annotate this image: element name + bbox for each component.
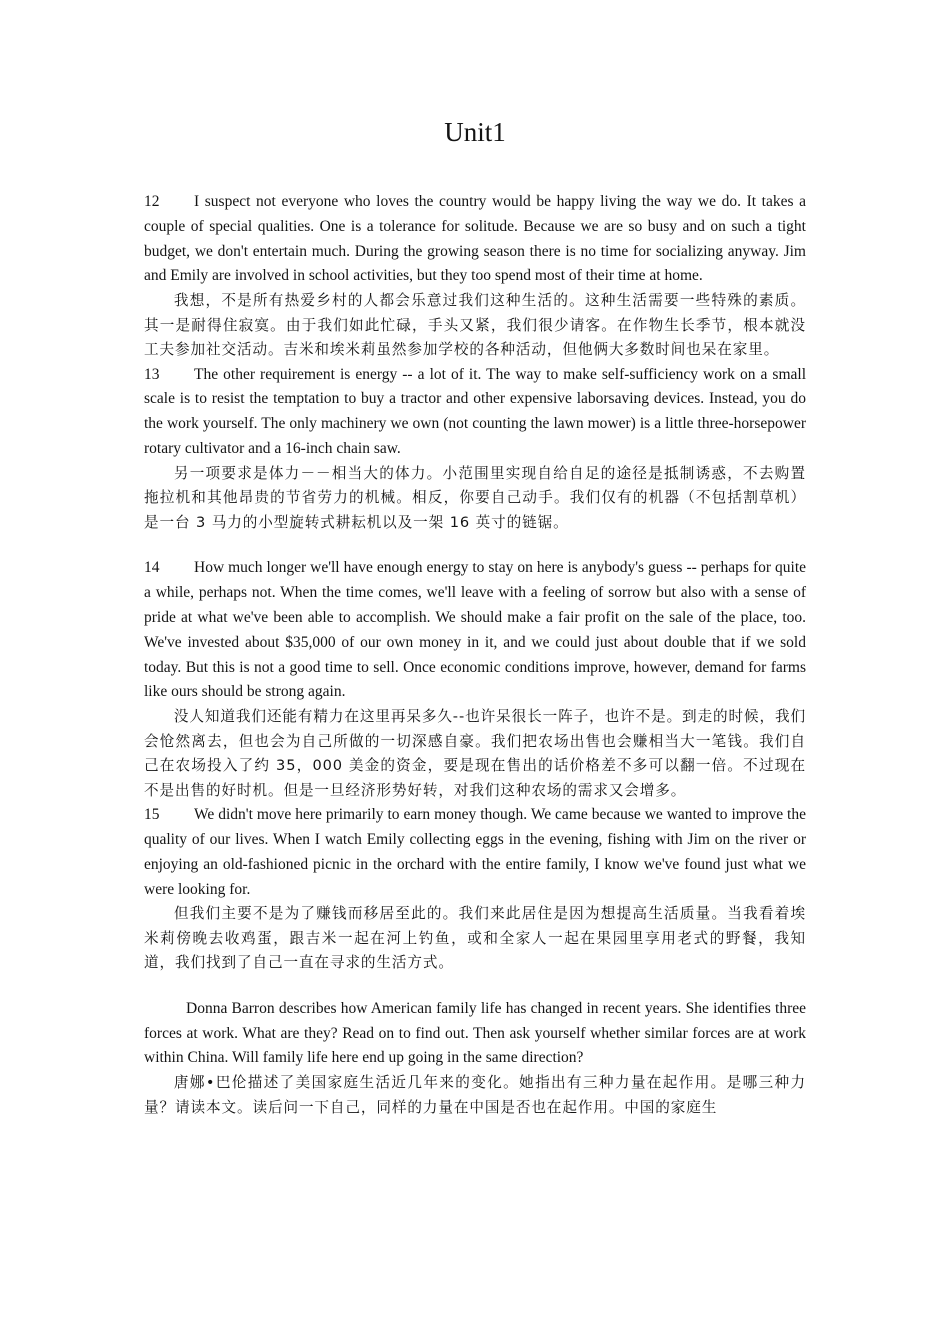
paragraph-12-english — [144, 190, 806, 289]
paragraph-number: 12 — [144, 193, 160, 210]
document-body — [144, 190, 806, 1120]
paragraph-text: The other requirement is energy -- a lot of it. The way to make self-sufficiency work on a small scale is to resist the temptation to buy a tractor and other expensive laborsaving devices. Instead, you do the work yourself. The only machinery we own (not counting the lawn mower) is a little three-horsepower rotary cultivator and a 16-inch chain saw. — [144, 365, 806, 458]
paragraph-13-chinese: 另一项要求是体力－－相当大的体力。小范围里实现自给自足的途径是抵制诱惑，不去购置拖拉机和其他昂贵的节省劳力的机械。相反，你要自己动手。我们仅有的机器（不包括割草机）是一台 3 马力的小型旋转式耕耘机以及一架 16 英寸的链锯。 — [144, 464, 806, 531]
blank-line — [144, 976, 806, 997]
paragraph-number: 15 — [144, 806, 160, 824]
paragraph-13-english — [144, 363, 806, 462]
paragraph-14-english — [144, 556, 806, 705]
paragraph-text: How much longer we'll have enough energy to stay on here is anybody's guess -- perhaps for quite a while, perhaps not. When the time comes, we'll leave with a feeling of sorrow but also with a sense of pride at what we've been able to accomplish. We should make a fair profit on the sale of the place, too. We've invested about $35,000 of our own money in it, and we could just about double that if we sold today. But this is not a good time to sell. Once economic conditions improve, however, demand for farms like ours should be strong again. — [144, 559, 806, 701]
paragraph-number: 14 — [144, 559, 160, 577]
paragraph-15-chinese: 但我们主要不是为了赚钱而移居至此的。我们来此居住是因为想提高生活质量。当我看着埃米莉傍晚去收鸡蛋，跟吉米一起在河上钓鱼，或和全家人一起在果园里享用老式的野餐，我知道，我们找到了自己一直在寻求的生活方式。 — [144, 905, 806, 972]
paragraph-number: 13 — [144, 365, 160, 383]
paragraph-text: We didn't move here primarily to earn money though. We came because we wanted to improve the quality of our lives. When I watch Emily collecting eggs in the evening, fishing with Jim on the river or enjoying an old-fashioned picnic in the orchard with the entire family, I know we've found just what we were looking for. — [144, 806, 806, 898]
paragraph-text: I suspect not everyone who loves the country would be happy living the way we do. It takes a couple of special qualities. One is a tolerance for solitude. Because we are so busy and on such a tight budget, we don't entertain much. During the growing season there is no time for socializing anyway. Jim and Emily are involved in school activities, but they too spend most of their time at home. — [144, 193, 806, 285]
intro-chinese: 唐娜•巴伦描述了美国家庭生活近几年来的变化。她指出有三种力量在起作用。是哪三种力量？请读本文。读后问一下自己，同样的力量在中国是否也在起作用。中国的家庭生 — [144, 1074, 806, 1116]
page-title: Unit1 — [444, 117, 506, 147]
intro-english: Donna Barron describes how American family life has changed in recent years. She identifies three forces at work. What are they? Read on to find out. Then ask yourself whether similar forces are at work within China. Will family life here end up going in the same direction? — [144, 999, 806, 1067]
paragraph-14-chinese: 没人知道我们还能有精力在这里再呆多久--也许呆很长一阵子，也许不是。到走的时候，我们会怆然离去，但也会为自己所做的一切深感自豪。我们把农场出售也会赚相当大一笔钱。我们自己在农场投入了约 35，000 美金的资金，要是现在售出的话价格差不多可以翻一倍。不过现在不是出售的好时机。但是一旦经济形势好转，对我们这种农场的需求又会增多。 — [144, 708, 807, 799]
paragraph-12-chinese: 我想，不是所有热爱乡村的人都会乐意过我们这种生活的。这种生活需要一些特殊的素质。其一是耐得住寂寞。由于我们如此忙碌，手头又紧，我们很少请客。在作物生长季节，根本就没工夫参加社交活动。吉米和埃米莉虽然参加学校的各种活动，但他俩大多数时间也呆在家里。 — [144, 292, 806, 359]
paragraph-15-english — [144, 803, 806, 902]
blank-line — [144, 535, 806, 556]
